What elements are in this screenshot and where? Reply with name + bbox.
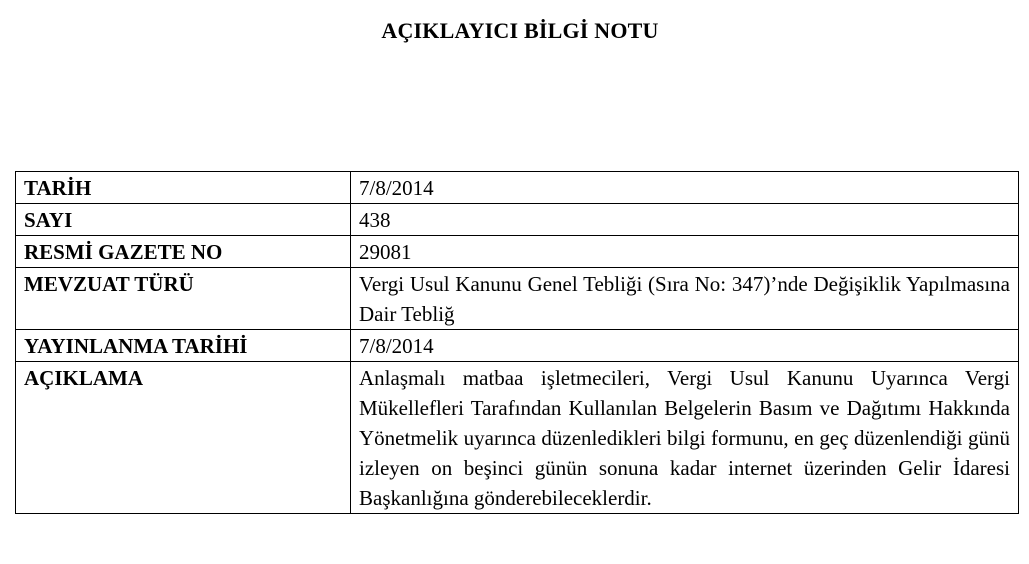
row-label-resmi-gazete-no: RESMİ GAZETE NO: [16, 236, 351, 268]
row-label-tarih: TARİH: [16, 172, 351, 204]
row-value-yayinlanma-tarihi: 7/8/2014: [351, 330, 1019, 362]
info-table: [15, 171, 1019, 514]
row-value-aciklama: Anlaşmalı matbaa işletmecileri, Vergi Usul Kanunu Uyarınca Vergi Mükellefleri Tarafından Kullanılan Belgelerin Basım ve Dağıtımı Hakkında Yönetmelik uyarınca düzenledikleri bilgi formunu, en geç düzenlendiği günü izleyen on beşinci günün sonuna kadar internet üzerinden Gelir İdaresi Başkanlığına gönderebileceklerdir.: [351, 362, 1019, 514]
row-value-mevzuat-turu: Vergi Usul Kanunu Genel Tebliği (Sıra No: 347)’nde Değişiklik Yapılmasına Dair Tebliğ: [351, 268, 1019, 330]
table-row-sayi: [16, 204, 1019, 236]
row-label-mevzuat-turu: MEVZUAT TÜRÜ: [16, 268, 351, 330]
row-label-yayinlanma-tarihi: YAYINLANMA TARİHİ: [16, 330, 351, 362]
row-value-sayi: 438: [351, 204, 1019, 236]
row-value-tarih: 7/8/2014: [351, 172, 1019, 204]
table-row-resmi-gazete-no: [16, 236, 1019, 268]
table-row-tarih: [16, 172, 1019, 204]
row-value-resmi-gazete-no: 29081: [351, 236, 1019, 268]
table-row-aciklama: [16, 362, 1019, 514]
table-row-yayinlanma-tarihi: [16, 330, 1019, 362]
row-label-aciklama: AÇIKLAMA: [16, 362, 351, 514]
row-label-sayi: SAYI: [16, 204, 351, 236]
document-title: AÇIKLAYICI BİLGİ NOTU: [381, 18, 659, 43]
table-row-mevzuat-turu: [16, 268, 1019, 330]
